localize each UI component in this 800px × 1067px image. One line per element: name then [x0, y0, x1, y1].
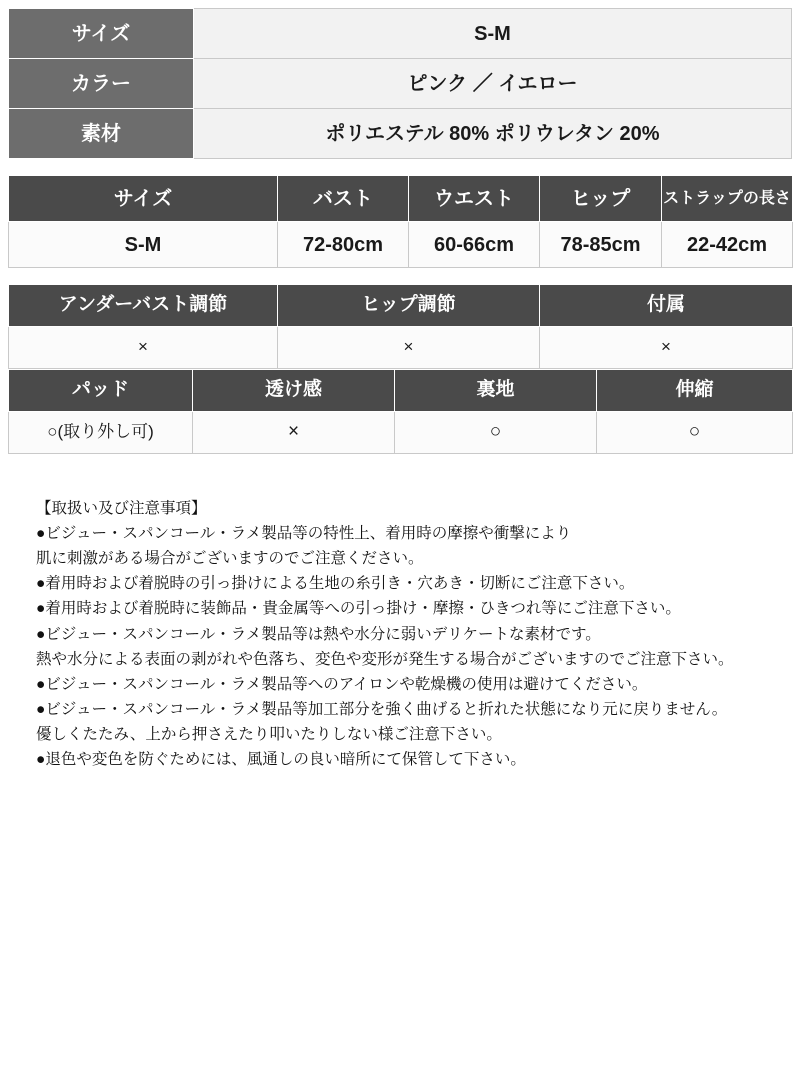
pad-value-sheerness: ×: [193, 412, 395, 454]
care-note-line: ●ビジュー・スパンコール・ラメ製品等は熱や水分に弱いデリケートな素材です。: [36, 625, 601, 643]
spec-label-color: カラー: [9, 59, 194, 109]
meas-header-strap-length: ストラップの長さ: [662, 176, 793, 222]
care-note-line: ●ビジュー・スパンコール・ラメ製品等の特性上、着用時の摩擦や衝撃により: [36, 525, 572, 543]
care-note-line: ●退色や変色を防ぐためには、風通しの良い暗所にて保管して下さい。: [36, 751, 526, 769]
pad-header-sheerness: 透け感: [193, 370, 395, 412]
pad-table: [8, 369, 793, 454]
meas-value-strap-length: 22-42cm: [662, 222, 793, 268]
table-header-row: [9, 176, 793, 222]
spec-label-material: 素材: [9, 109, 194, 159]
adjust-header-accessory: 付属: [540, 285, 793, 327]
care-note-line: ●ビジュー・スパンコール・ラメ製品等へのアイロンや乾燥機の使用は避けてください。: [36, 675, 648, 693]
pad-value-stretch: ○: [597, 412, 793, 454]
table-row: [9, 222, 793, 268]
spec-table: [8, 8, 792, 159]
adjust-header-hip: ヒップ調節: [278, 285, 540, 327]
table-row: [9, 109, 792, 159]
table-header-row: [9, 370, 793, 412]
spec-value-material: ポリエステル 80% ポリウレタン 20%: [194, 109, 792, 159]
care-notes-title: 【取扱い及び注意事項】: [36, 500, 207, 517]
measurement-table: [8, 175, 793, 268]
pad-value-lining: ○: [395, 412, 597, 454]
meas-header-waist: ウエスト: [409, 176, 540, 222]
adjust-value-hip: ×: [278, 327, 540, 369]
table-row: [9, 59, 792, 109]
adjust-header-underbust: アンダーバスト調節: [9, 285, 278, 327]
table-row: [9, 9, 792, 59]
spec-label-size: サイズ: [9, 9, 194, 59]
pad-header-stretch: 伸縮: [597, 370, 793, 412]
table-row: [9, 412, 793, 454]
spec-value-size: S‐M: [194, 9, 792, 59]
meas-header-size: サイズ: [9, 176, 278, 222]
meas-value-waist: 60-66cm: [409, 222, 540, 268]
care-note-line: 肌に刺激がある場合がございますのでご注意ください。: [36, 550, 424, 568]
meas-value-bust: 72-80cm: [278, 222, 409, 268]
meas-value-size: S‐M: [9, 222, 278, 268]
care-note-line: ●着用時および着脱時に装飾品・貴金属等への引っ掛け・摩擦・ひきつれ等にご注意下さい。: [36, 600, 681, 618]
table-row: [9, 327, 793, 369]
adjust-value-underbust: ×: [9, 327, 278, 369]
meas-header-hip: ヒップ: [540, 176, 662, 222]
spec-value-color: ピンク ／ イエロー: [194, 59, 792, 109]
adjust-table: [8, 284, 793, 369]
pad-header-lining: 裏地: [395, 370, 597, 412]
pad-value-pad: ○(取り外し可): [9, 412, 193, 454]
pad-header-pad: パッド: [9, 370, 193, 412]
care-note-line: ●ビジュー・スパンコール・ラメ製品等加工部分を強く曲げると折れた状態になり元に戻りません。: [36, 700, 728, 718]
care-note-line: ●着用時および着脱時の引っ掛けによる生地の糸引き・穴あき・切断にご注意下さい。: [36, 575, 635, 593]
meas-value-hip: 78-85cm: [540, 222, 662, 268]
adjust-value-accessory: ×: [540, 327, 793, 369]
care-notes: [8, 496, 792, 772]
care-note-line: 熱や水分による表面の剥がれや色落ち、変色や変形が発生する場合がございますのでご注意下さい。: [36, 650, 734, 668]
meas-header-bust: バスト: [278, 176, 409, 222]
table-header-row: [9, 285, 793, 327]
care-note-line: 優しくたたみ、上から押さえたり叩いたりしない様ご注意下さい。: [36, 725, 502, 743]
